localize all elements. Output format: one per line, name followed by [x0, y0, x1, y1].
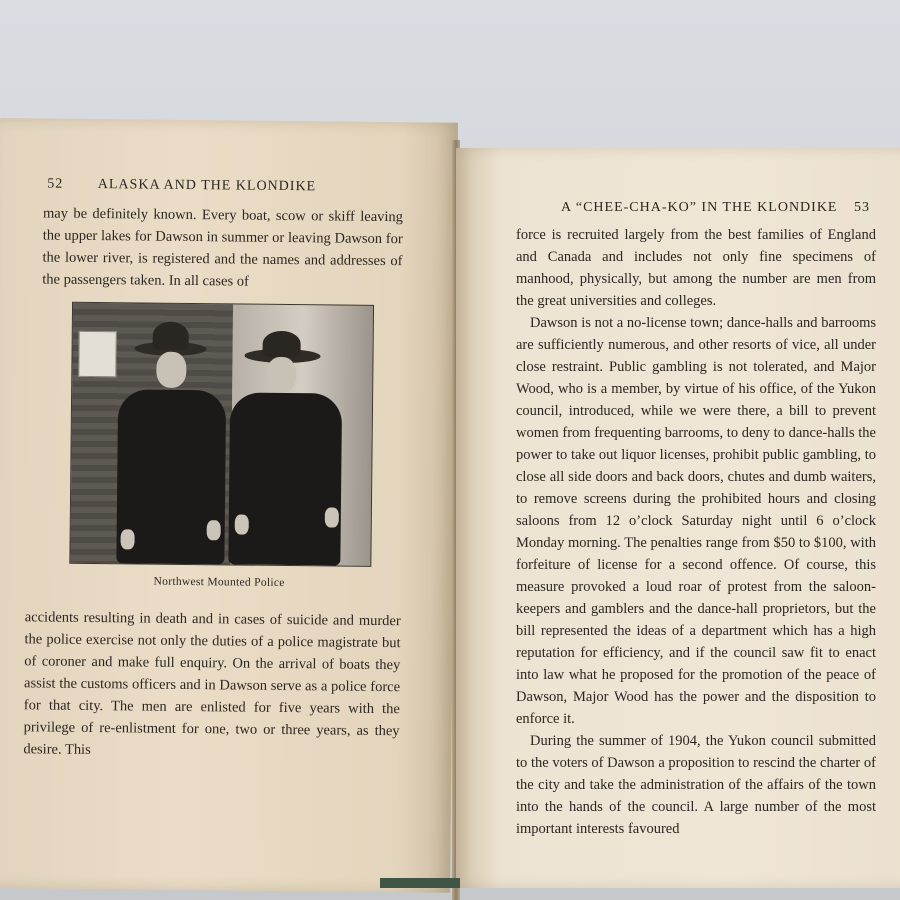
left-running-head: ALASKA AND THE KLONDIKE — [97, 177, 317, 195]
left-top-text — [42, 202, 403, 294]
right-page-number: 53 — [854, 200, 870, 215]
open-book — [0, 110, 900, 890]
book-cover-edge — [380, 878, 460, 888]
left-bottom-paragraph: accidents resulting in death and in cases of suicide and murder the police exercise not only the duties of a police magistrate but of coroner and make full enquiry. On the arrival of boats they assist the customs officers and in Dawson serve as a police force for that city. The men are enlisted for five years with the privilege of re-enlistment for one, two or three years, as they desire. This — [23, 609, 401, 758]
police-photograph — [69, 302, 374, 567]
left-top-paragraph: may be definitely known. Every boat, scow or skiff leaving the upper lakes for Dawson in summer or leaving Dawson for the lower river, is registered and the names and addresses of the passengers taken. In all cases of — [42, 205, 404, 290]
photo-poster — [78, 331, 116, 377]
right-running-head: A “CHEE-CHA-KO” IN THE KLONDIKE — [561, 200, 838, 215]
right-paragraph-3: During the summer of 1904, the Yukon council submitted to the voters of Dawson a proposition to rescind the charter of the city and take the administration of the affairs of the town into the hands of the council. A large number of the most important interests favoured — [516, 733, 876, 837]
officer-left — [114, 313, 227, 564]
right-page — [456, 148, 900, 888]
right-paragraph-2: Dawson is not a no-license town; dance-halls and barrooms are sufficiently numerous, and other resorts of vice, all under close restraint. Public gambling is not tolerated, and Major Wood, who is a member, by virtue of his office, of the Yukon council, introduced, while we were there, a bill to prevent women from frequenting barrooms, to deny to dance-halls the power to take out liquor licenses, prohibit public gambling, to close all side doors and back doors, chutes and dumb waiters, to remove screens during the prohibited hours and closing saloons from 12 o’clock Saturday night until 6 o’clock Monday morning. The penalties range from $50 to $100, with forfeiture of license for a second offence. Of course, this measure provoked a loud roar of protest from the saloon-keepers and gamblers and the dance-hall proprietors, but the bill represented the ideas of a department which has a high reputation for efficiency, and if the council saw fit to enact into law what he proposed for the promotion of the peace of Dawson, Major Wood has the power and the disposition to enforce it. — [516, 315, 876, 727]
right-page-text — [516, 224, 876, 840]
right-paragraph-1: force is recruited largely from the best families of England and Canada and includes not only fine specimens of manhood, physically, but among the number are men from the great universities and colleges. — [516, 227, 876, 309]
left-page — [0, 118, 458, 893]
left-page-header — [47, 176, 427, 196]
right-page-header — [530, 200, 870, 216]
photo-caption: Northwest Mounted Police — [153, 575, 285, 590]
officer-right — [228, 328, 342, 565]
left-bottom-text — [23, 606, 401, 764]
left-page-number: 52 — [47, 176, 64, 192]
